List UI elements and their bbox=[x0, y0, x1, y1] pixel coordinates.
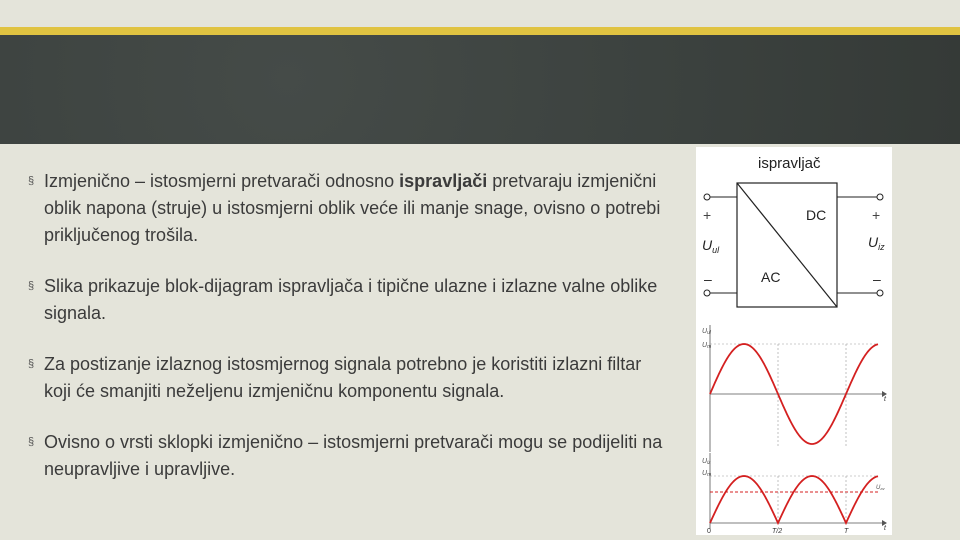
terminal-icon bbox=[877, 290, 883, 296]
terminal-icon bbox=[704, 194, 710, 200]
terminal-icon bbox=[704, 290, 710, 296]
bullet-item-4: § Ovisno o vrsti sklopki izmjenično – istosmjerni pretvarači mogu se podijeliti na neupravljive i upravljive. bbox=[28, 429, 668, 483]
output-plus: + bbox=[872, 207, 881, 223]
bullet-icon: § bbox=[28, 436, 35, 448]
wave2-average-label: Uav bbox=[876, 485, 885, 491]
output-minus: – bbox=[873, 271, 881, 287]
wave1-ylabel-1: Uul bbox=[702, 328, 711, 336]
block-title: ispravljač bbox=[758, 155, 821, 172]
bullet-item-1: § Izmjenično – istosmjerni pretvarači odnosno ispravljači pretvaraju izmjenični oblik napona (struje) u istosmjerni oblik veće ili manje snage, ovisno o potrebi priključenog trošila. bbox=[28, 168, 668, 249]
wave2-t-label: t bbox=[884, 525, 886, 532]
rectifier-diagram bbox=[696, 147, 892, 535]
bullet-item-3: § Za postizanje izlaznog istosmjernog signala potrebno je koristiti izlazni filtar koji će smanjiti neželjenu izmjeničnu komponentu signala. bbox=[28, 351, 668, 405]
title-banner bbox=[0, 35, 960, 144]
tick-half-period: T/2 bbox=[772, 528, 783, 535]
input-voltage-label: $U_{ul}$ bbox=[702, 237, 720, 255]
block-diagonal bbox=[737, 183, 837, 307]
accent-stripe bbox=[0, 27, 960, 35]
top-band bbox=[0, 0, 960, 27]
terminal-icon bbox=[877, 194, 883, 200]
wave2-ylabel-2: Um bbox=[702, 470, 712, 478]
output-rectified-wave bbox=[710, 476, 878, 523]
tick-0: 0 bbox=[707, 528, 711, 535]
wave1-t-label: t bbox=[884, 396, 886, 403]
input-plus: + bbox=[703, 207, 712, 223]
wave1-ylabel-2: Um bbox=[702, 342, 712, 350]
wave2-ylabel-1: Uiz bbox=[702, 458, 711, 466]
tick-period: T bbox=[844, 528, 849, 535]
rectifier-figure bbox=[696, 147, 892, 535]
bullet-icon: § bbox=[28, 175, 35, 187]
output-voltage-label: $U_{iz}$ bbox=[868, 234, 885, 252]
ac-label: AC bbox=[761, 269, 781, 285]
bullet-list bbox=[28, 168, 668, 507]
input-minus: – bbox=[704, 271, 712, 287]
dc-label: DC bbox=[806, 207, 827, 223]
bullet-icon: § bbox=[28, 280, 35, 292]
bullet-icon: § bbox=[28, 358, 35, 370]
bullet-item-2: § Slika prikazuje blok-dijagram ispravljača i tipične ulazne i izlazne valne oblike signala. bbox=[28, 273, 668, 327]
